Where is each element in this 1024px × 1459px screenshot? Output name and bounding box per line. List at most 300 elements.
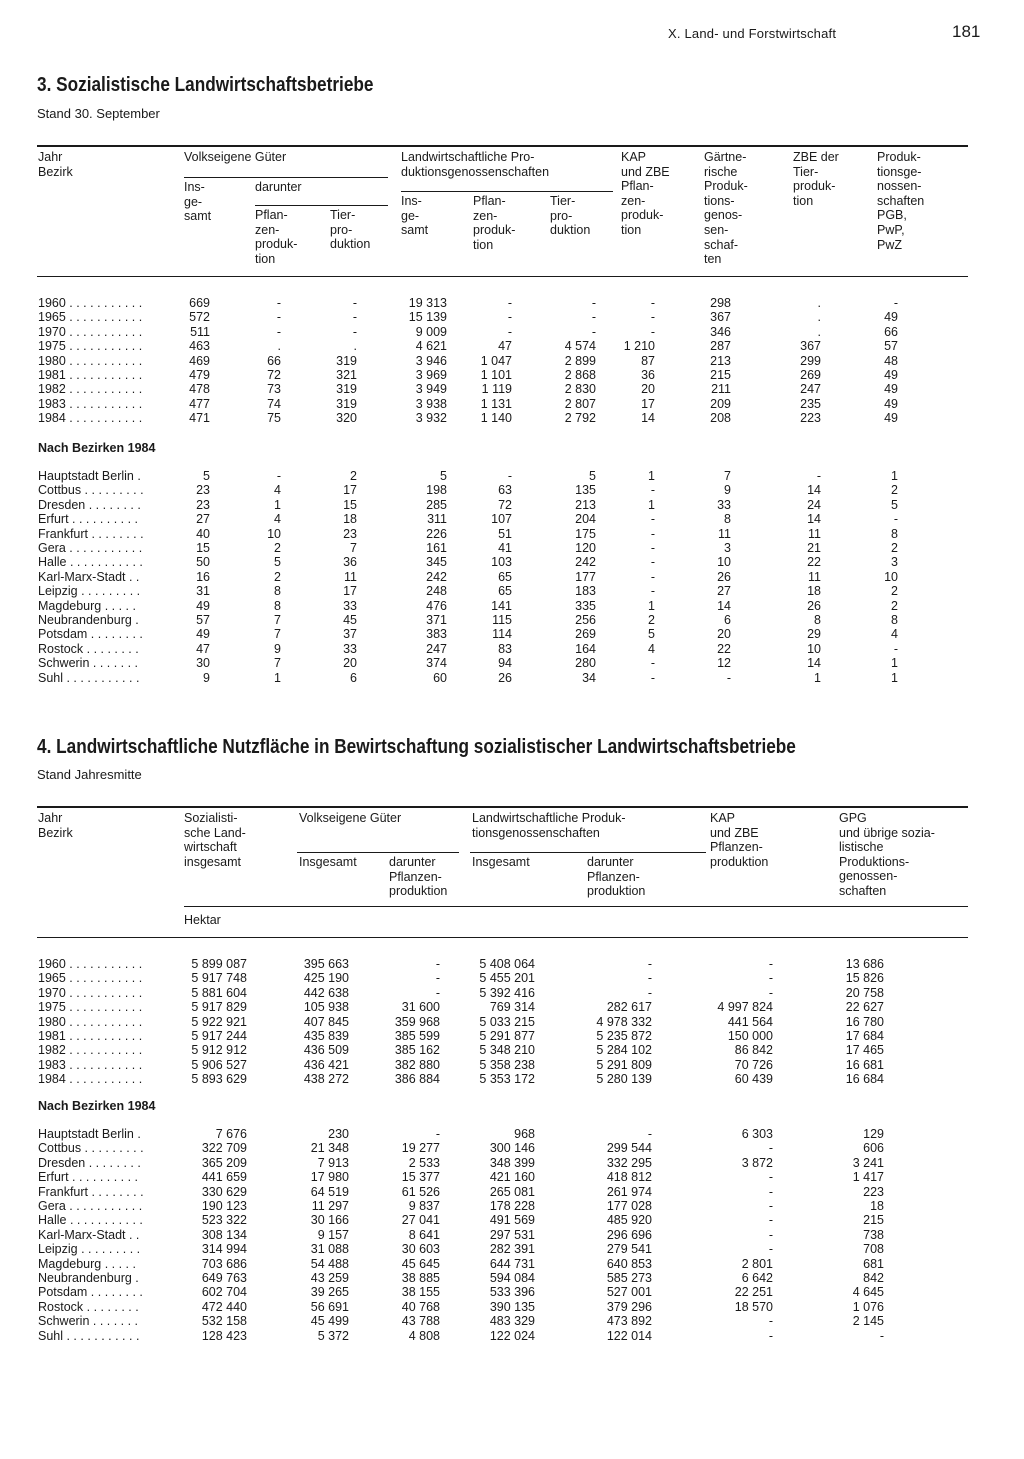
- table-cell: -: [276, 324, 281, 339]
- t3-header-pgb: Produk- tionsge- nossen- schaften PGB, PwP, PwZ: [877, 150, 925, 252]
- table-cell: -: [650, 324, 655, 339]
- table-cell: 56 691: [310, 1299, 349, 1314]
- table-cell: 223: [863, 1184, 884, 1199]
- table-cell: 649 763: [201, 1271, 247, 1285]
- table-cell: -: [879, 1328, 884, 1343]
- table-cell: 36: [343, 555, 357, 570]
- table-cell: -: [768, 1227, 773, 1242]
- table-cell: -: [647, 957, 652, 971]
- table-cell: -: [768, 1328, 773, 1343]
- table-cell: 16 681: [845, 1057, 884, 1072]
- table-cell: 73: [267, 382, 281, 397]
- table-cell: 374: [426, 656, 447, 671]
- table-cell: 382 880: [394, 1057, 440, 1072]
- table-cell: 10: [267, 526, 281, 541]
- table-cell: 10: [717, 555, 731, 570]
- table-cell: 442 638: [303, 985, 349, 1000]
- table-cell: 1 210: [623, 339, 655, 354]
- table-cell: 5: [891, 497, 898, 512]
- t3-header-jahr: Jahr Bezirk: [38, 150, 73, 179]
- table-cell: 1: [814, 670, 821, 685]
- table-row: [0, 1228, 1024, 1243]
- table-cell: 8: [274, 584, 281, 599]
- table-cell: 94: [498, 656, 512, 671]
- table-cell: 527 001: [606, 1285, 652, 1300]
- table-cell: 3: [891, 555, 898, 570]
- table-cell: 45: [343, 613, 357, 627]
- table-cell: -: [276, 296, 281, 310]
- t3-header-veg: Volkseigene Güter: [184, 150, 287, 164]
- table-cell: -: [352, 296, 357, 310]
- table-cell: 7: [274, 627, 281, 642]
- table-cell: 21: [807, 541, 821, 555]
- table-cell: 72: [267, 368, 281, 382]
- table-cell: 523 322: [201, 1213, 247, 1228]
- table-cell: -: [768, 1141, 773, 1156]
- table-cell: 215: [863, 1213, 884, 1228]
- table-cell: -: [507, 310, 512, 325]
- table-cell: 87: [641, 353, 655, 368]
- table-cell: 297 531: [489, 1227, 535, 1242]
- table-cell: 5 358 238: [479, 1057, 535, 1072]
- table-cell: 479: [189, 368, 210, 382]
- table-row: [0, 368, 1024, 383]
- row-label: 1960 . . . . . . . . . . .: [38, 957, 143, 971]
- table-cell: 300 146: [489, 1141, 535, 1156]
- table-cell: -: [435, 1127, 440, 1141]
- table-cell: 49: [884, 382, 898, 397]
- table-cell: 27 041: [401, 1213, 440, 1228]
- table-row: [0, 512, 1024, 527]
- row-label: 1980 . . . . . . . . . . .: [38, 353, 143, 368]
- table-cell: 322 709: [201, 1141, 247, 1156]
- row-label: 1980 . . . . . . . . . . .: [38, 1014, 143, 1029]
- table-cell: 298: [710, 296, 731, 310]
- row-label: 1983 . . . . . . . . . . .: [38, 1057, 143, 1072]
- table-cell: 968: [514, 1127, 535, 1141]
- table-row: [0, 642, 1024, 657]
- t4-unit-rule: [184, 906, 968, 907]
- table-row: [0, 1213, 1024, 1228]
- table-cell: 22: [717, 641, 731, 656]
- table-cell: 2: [350, 469, 357, 483]
- table-cell: 8: [814, 613, 821, 627]
- table-cell: 594 084: [489, 1271, 535, 1285]
- table-cell: 23: [196, 497, 210, 512]
- table-cell: 34: [582, 670, 596, 685]
- table-cell: 436 421: [303, 1057, 349, 1072]
- table-4-title: 4. Landwirtschaftliche Nutzfläche in Bewirtschaftung sozialistischer Landwirtschaftsbetriebe: [37, 736, 796, 758]
- table-cell: 14: [807, 512, 821, 527]
- table-cell: -: [352, 310, 357, 325]
- table-cell: 602 704: [201, 1285, 247, 1300]
- table-cell: 5: [440, 469, 447, 483]
- table-cell: 681: [863, 1256, 884, 1271]
- table-cell: 57: [884, 339, 898, 354]
- table-cell: 20 758: [845, 985, 884, 1000]
- table-row: [0, 656, 1024, 671]
- table-cell: -: [591, 310, 596, 325]
- table-cell: 247: [800, 382, 821, 397]
- t3-header-gpg: Gärtne- rische Produk- tions- genos- sen- schaf- ten: [704, 150, 748, 267]
- table-cell: 3: [724, 541, 731, 555]
- table-cell: 5 408 064: [479, 957, 535, 971]
- table-cell: 3 938: [415, 396, 447, 411]
- table-3-top-rule: [37, 145, 968, 147]
- table-cell: 223: [800, 411, 821, 426]
- table-cell: 15: [196, 541, 210, 555]
- table-row: [0, 986, 1024, 1001]
- table-cell: 36: [641, 368, 655, 382]
- table-row: [0, 325, 1024, 340]
- table-cell: -: [768, 1199, 773, 1213]
- table-cell: 282 617: [606, 1000, 652, 1015]
- table-cell: 43 788: [401, 1314, 440, 1329]
- table-row: [0, 1072, 1024, 1087]
- table-cell: 477: [189, 396, 210, 411]
- table-cell: 1 076: [852, 1299, 884, 1314]
- table-row: [0, 1199, 1024, 1214]
- table-cell: 40 768: [401, 1299, 440, 1314]
- table-cell: 279 541: [606, 1242, 652, 1257]
- table-cell: 9: [724, 483, 731, 498]
- row-label: Dresden . . . . . . . .: [38, 1155, 141, 1170]
- table-cell: 4: [274, 483, 281, 498]
- table-cell: 8: [724, 512, 731, 527]
- table-cell: 114: [492, 627, 512, 642]
- table-cell: 242: [575, 555, 596, 570]
- table-cell: 367: [800, 339, 821, 354]
- table-cell: 11: [344, 569, 357, 584]
- table-cell: 1: [891, 469, 898, 483]
- table-cell: 177: [575, 569, 596, 584]
- table-cell: 314 994: [201, 1242, 247, 1257]
- table-cell: 585 273: [606, 1271, 652, 1285]
- t4-header-veg-insg: Insgesamt: [299, 855, 357, 869]
- table-cell: -: [768, 985, 773, 1000]
- table-cell: 2 145: [852, 1314, 884, 1329]
- table-row: [0, 613, 1024, 628]
- row-label: 1982 . . . . . . . . . . .: [38, 1043, 143, 1058]
- table-cell: 395 663: [303, 957, 349, 971]
- table-cell: 669: [189, 296, 210, 310]
- table-cell: 14: [641, 411, 655, 426]
- table-cell: -: [650, 310, 655, 325]
- table-cell: 120: [575, 541, 596, 555]
- table-cell: 5 912 912: [191, 1043, 247, 1058]
- t3-header-darunter: darunter: [255, 180, 302, 194]
- table-cell: 379 296: [606, 1299, 652, 1314]
- table-cell: 26: [717, 569, 731, 584]
- table-row: [0, 1029, 1024, 1044]
- table-cell: 22 251: [734, 1285, 773, 1300]
- table-cell: 359 968: [394, 1014, 440, 1029]
- row-label: Suhl . . . . . . . . . . .: [38, 1328, 140, 1343]
- table-cell: 4: [891, 627, 898, 642]
- table-cell: 122 024: [489, 1328, 535, 1343]
- table-4-subtitle: Stand Jahresmitte: [37, 767, 142, 782]
- table-row: [0, 498, 1024, 513]
- table-cell: 31 088: [310, 1242, 349, 1257]
- table-cell: 49: [884, 411, 898, 426]
- table-cell: 115: [492, 613, 512, 627]
- row-label: 1984 . . . . . . . . . . .: [38, 1072, 143, 1087]
- t3-veg-rule: [184, 177, 388, 178]
- table-cell: -: [726, 670, 731, 685]
- table-cell: 11: [718, 526, 731, 541]
- table-cell: -: [647, 1127, 652, 1141]
- table-row: [0, 310, 1024, 325]
- table-cell: 65: [498, 584, 512, 599]
- table-cell: 8 641: [408, 1227, 440, 1242]
- t4-header-kap: KAP und ZBE Pflanzen- produktion: [710, 811, 769, 869]
- table-cell: 5 917 244: [191, 1029, 247, 1043]
- table-cell: 2 830: [564, 382, 596, 397]
- table-cell: 5 280 139: [596, 1072, 652, 1087]
- table-cell: 285: [426, 497, 447, 512]
- table-cell: 9 837: [408, 1199, 440, 1213]
- table-cell: 1 131: [480, 396, 512, 411]
- table-cell: 17: [343, 584, 357, 599]
- t3-section-label: Nach Bezirken 1984: [38, 441, 156, 455]
- table-cell: 421 160: [489, 1170, 535, 1185]
- table-cell: -: [768, 1314, 773, 1329]
- table-row: [0, 627, 1024, 642]
- table-cell: 57: [196, 613, 210, 627]
- table-cell: 66: [884, 324, 898, 339]
- table-cell: 141: [491, 598, 512, 613]
- table-cell: 49: [196, 598, 210, 613]
- table-cell: 13 686: [845, 957, 884, 971]
- table-cell: -: [650, 541, 655, 555]
- table-cell: 269: [800, 368, 821, 382]
- row-label: 1970 . . . . . . . . . . .: [38, 324, 143, 339]
- page-number: 181: [952, 22, 981, 41]
- table-cell: 107: [491, 512, 512, 527]
- t4-header-soz: Sozialisti- sche Land- wirtschaft insgesamt: [184, 811, 246, 869]
- table-cell: 2: [274, 541, 281, 555]
- table-cell: -: [768, 1184, 773, 1199]
- table-cell: 1: [891, 670, 898, 685]
- table-cell: 606: [863, 1141, 884, 1156]
- table-cell: 1: [274, 497, 281, 512]
- t3-header-veg-pflan: Pflan- zen- produk- tion: [255, 208, 298, 266]
- table-cell: 5 455 201: [479, 971, 535, 986]
- table-cell: 164: [575, 641, 596, 656]
- row-label: Schwerin . . . . . . .: [38, 656, 139, 671]
- table-cell: 367: [710, 310, 731, 325]
- table-cell: 129: [863, 1127, 884, 1141]
- table-cell: 572: [189, 310, 210, 325]
- table-cell: 476: [426, 598, 447, 613]
- table-cell: 371: [426, 613, 447, 627]
- table-cell: -: [352, 324, 357, 339]
- table-row: [0, 397, 1024, 412]
- table-cell: 15 139: [408, 310, 447, 325]
- table-cell: 438 272: [303, 1072, 349, 1087]
- table-cell: 128 423: [201, 1328, 247, 1343]
- table-cell: 296 696: [606, 1227, 652, 1242]
- table-cell: 5 284 102: [596, 1043, 652, 1058]
- table-cell: 20: [641, 382, 655, 397]
- table-cell: 7: [274, 613, 281, 627]
- table-cell: .: [817, 310, 821, 325]
- table-row: [0, 1058, 1024, 1073]
- table-cell: 15 377: [401, 1170, 440, 1185]
- table-row: [0, 1170, 1024, 1185]
- t3-header-veg-insg: Ins- ge- samt: [184, 180, 212, 224]
- table-cell: 385 162: [394, 1043, 440, 1058]
- table-cell: 215: [710, 368, 731, 382]
- table-cell: 3 241: [852, 1155, 884, 1170]
- t3-header-lpg-pflan: Pflan- zen- produk- tion: [473, 194, 516, 252]
- table-cell: 61 526: [401, 1184, 440, 1199]
- table-row: [0, 555, 1024, 570]
- table-cell: 31: [196, 584, 210, 599]
- table-cell: -: [650, 670, 655, 685]
- table-cell: 47: [196, 641, 210, 656]
- table-cell: 63: [498, 483, 512, 498]
- table-cell: -: [507, 324, 512, 339]
- table-cell: 27: [717, 584, 731, 599]
- table-cell: 738: [863, 1227, 884, 1242]
- table-cell: 2 792: [564, 411, 596, 426]
- table-cell: 383: [426, 627, 447, 642]
- table-cell: 45 645: [401, 1256, 440, 1271]
- row-label: 1981 . . . . . . . . . . .: [38, 1029, 143, 1043]
- table-cell: 50: [196, 555, 210, 570]
- row-label: Neubrandenburg .: [38, 613, 139, 627]
- table-cell: 5 348 210: [479, 1043, 535, 1058]
- table-cell: 2 899: [564, 353, 596, 368]
- table-cell: 6: [350, 670, 357, 685]
- table-cell: -: [650, 296, 655, 310]
- table-row: [0, 527, 1024, 542]
- table-cell: 390 135: [489, 1299, 535, 1314]
- table-cell: 463: [189, 339, 210, 354]
- table-row: [0, 1127, 1024, 1142]
- t3-darunter-rule: [255, 205, 388, 206]
- table-cell: 47: [498, 339, 512, 354]
- table-cell: 26: [498, 670, 512, 685]
- table-cell: 5 917 748: [191, 971, 247, 986]
- table-cell: 533 396: [489, 1285, 535, 1300]
- table-cell: 30 166: [310, 1213, 349, 1228]
- row-label: Magdeburg . . . . .: [38, 1256, 136, 1271]
- table-cell: 11: [808, 526, 821, 541]
- table-cell: 15 826: [845, 971, 884, 986]
- table-row: [0, 296, 1024, 311]
- table-cell: 235: [800, 396, 821, 411]
- table-cell: 49: [884, 368, 898, 382]
- table-cell: 40: [196, 526, 210, 541]
- table-cell: 22: [807, 555, 821, 570]
- table-row: [0, 1015, 1024, 1030]
- table-cell: 17 465: [845, 1043, 884, 1058]
- table-cell: 213: [710, 353, 731, 368]
- table-cell: 321: [336, 368, 357, 382]
- table-cell: 320: [336, 411, 357, 426]
- table-cell: 49: [196, 627, 210, 642]
- table-row: [0, 599, 1024, 614]
- row-label: Erfurt . . . . . . . . . .: [38, 512, 139, 527]
- table-cell: 48: [884, 353, 898, 368]
- table-cell: 75: [267, 411, 281, 426]
- table-row: [0, 957, 1024, 972]
- row-label: Halle . . . . . . . . . . .: [38, 1213, 143, 1228]
- table-row: [0, 971, 1024, 986]
- table-cell: 204: [575, 512, 596, 527]
- row-label: Gera . . . . . . . . . . .: [38, 541, 143, 555]
- row-label: Cottbus . . . . . . . . .: [38, 483, 144, 498]
- table-cell: 7 913: [317, 1155, 349, 1170]
- table-cell: 335: [575, 598, 596, 613]
- table-cell: -: [276, 469, 281, 483]
- table-cell: 5 893 629: [191, 1072, 247, 1087]
- table-cell: 213: [575, 497, 596, 512]
- table-cell: 51: [498, 526, 512, 541]
- table-cell: 38 885: [401, 1271, 440, 1285]
- table-cell: 491 569: [489, 1213, 535, 1228]
- table-cell: 4: [648, 641, 655, 656]
- table-cell: 45 499: [310, 1314, 349, 1329]
- table-cell: 6 642: [741, 1271, 773, 1285]
- table-cell: 2: [891, 483, 898, 498]
- table-cell: 16: [196, 569, 210, 584]
- row-label: Hauptstadt Berlin .: [38, 469, 141, 483]
- table-cell: 1 119: [481, 382, 512, 397]
- row-label: Potsdam . . . . . . . .: [38, 1285, 143, 1300]
- table-cell: -: [650, 512, 655, 527]
- table-cell: 33: [343, 641, 357, 656]
- table-cell: 10: [884, 569, 898, 584]
- table-cell: 256: [575, 613, 596, 627]
- table-cell: 135: [575, 483, 596, 498]
- table-cell: 74: [267, 396, 281, 411]
- row-label: 1960 . . . . . . . . . . .: [38, 296, 143, 310]
- table-cell: 33: [717, 497, 731, 512]
- table-cell: 5 392 416: [479, 985, 535, 1000]
- table-cell: 4 808: [408, 1328, 440, 1343]
- table-cell: 1 047: [480, 353, 512, 368]
- table-cell: 2: [891, 584, 898, 599]
- table-cell: 211: [711, 382, 731, 397]
- table-cell: 29: [807, 627, 821, 642]
- table-cell: 26: [807, 598, 821, 613]
- table-cell: 5: [203, 469, 210, 483]
- table-cell: -: [507, 296, 512, 310]
- table-cell: 33: [343, 598, 357, 613]
- table-cell: -: [650, 555, 655, 570]
- table-cell: 72: [498, 497, 512, 512]
- table-cell: 7: [350, 541, 357, 555]
- table-row: [0, 1043, 1024, 1058]
- table-cell: -: [647, 971, 652, 986]
- t3-header-kap: KAP und ZBE Pflan- zen- produk- tion: [621, 150, 670, 237]
- table-cell: 5 906 527: [191, 1057, 247, 1072]
- table-cell: -: [435, 971, 440, 986]
- table-cell: 17 980: [310, 1170, 349, 1185]
- table-row: [0, 1141, 1024, 1156]
- table-cell: 299: [800, 353, 821, 368]
- table-cell: -: [893, 512, 898, 527]
- table-cell: -: [893, 641, 898, 656]
- row-label: Erfurt . . . . . . . . . .: [38, 1170, 139, 1185]
- table-cell: 2: [891, 598, 898, 613]
- table-cell: .: [277, 339, 281, 354]
- table-cell: 23: [196, 483, 210, 498]
- table-cell: 4 978 332: [596, 1014, 652, 1029]
